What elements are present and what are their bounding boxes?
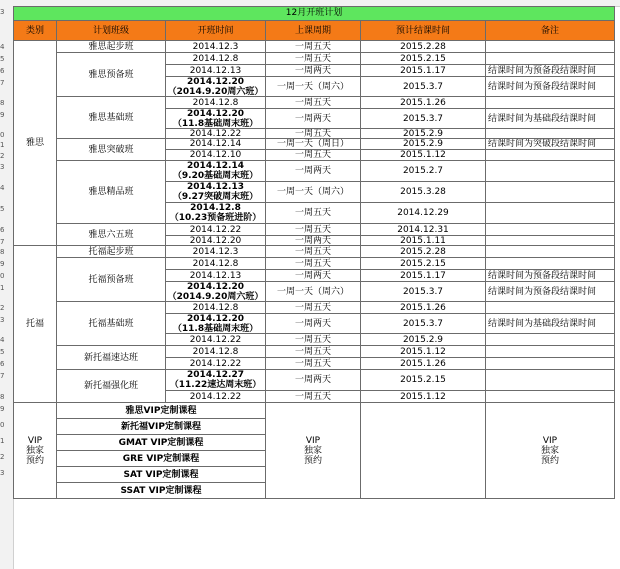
vip-course[interactable]: SAT VIP定制课程 bbox=[57, 467, 266, 483]
row-number: 6 bbox=[0, 226, 5, 234]
class-name[interactable]: 新托福速达班 bbox=[57, 346, 166, 370]
note[interactable]: 结课时间为预备段结课时间 bbox=[486, 282, 615, 302]
end-date[interactable]: 2015.2.28 bbox=[361, 41, 486, 53]
start-date[interactable]: 2014.12.22 bbox=[166, 224, 266, 236]
class-name[interactable]: 托福预备班 bbox=[57, 258, 166, 302]
class-cycle[interactable]: 一周两天 bbox=[266, 236, 361, 246]
class-cycle[interactable]: 一周一天（周六） bbox=[266, 182, 361, 203]
note[interactable]: 结课时间为预备段结课时间 bbox=[486, 65, 615, 77]
start-date[interactable]: 2014.12.22 bbox=[166, 334, 266, 346]
class-cycle[interactable]: 一周两天 bbox=[266, 314, 361, 334]
start-date[interactable]: 2014.12.3 bbox=[166, 246, 266, 258]
row-number: 9 bbox=[0, 111, 5, 119]
class-cycle[interactable]: 一周两天 bbox=[266, 65, 361, 77]
row-number: 1 bbox=[0, 141, 5, 149]
class-cycle[interactable]: 一周五天 bbox=[266, 334, 361, 346]
end-date[interactable]: 2015.3.7 bbox=[361, 282, 486, 302]
class-name[interactable]: 新托福强化班 bbox=[57, 370, 166, 403]
note[interactable] bbox=[486, 302, 615, 314]
class-name[interactable]: 雅思基础班 bbox=[57, 97, 166, 139]
class-cycle[interactable]: 一周五天 bbox=[266, 258, 361, 270]
start-date[interactable]: 2014.12.13 bbox=[166, 270, 266, 282]
class-cycle[interactable]: 一周五天 bbox=[266, 53, 361, 65]
class-cycle[interactable]: 一周两天 bbox=[266, 370, 361, 391]
class-cycle[interactable]: 一周五天 bbox=[266, 150, 361, 161]
end-date[interactable]: 2015.2.9 bbox=[361, 129, 486, 139]
note[interactable] bbox=[486, 370, 615, 391]
row-number: 0 bbox=[0, 272, 5, 280]
start-date[interactable]: 2014.12.14 bbox=[166, 139, 266, 150]
header-3[interactable]: 开班时间 bbox=[166, 21, 266, 41]
class-cycle[interactable]: 一周五天 bbox=[266, 246, 361, 258]
class-name[interactable]: 托福基础班 bbox=[57, 302, 166, 346]
class-cycle[interactable]: 一周五天 bbox=[266, 358, 361, 370]
start-date[interactable]: 2014.12.8 （10.23预备班进阶） bbox=[166, 203, 266, 224]
start-date[interactable]: 2014.12.20 （11.8基础周末班） bbox=[166, 314, 266, 334]
start-date[interactable]: 2014.12.22 bbox=[166, 391, 266, 403]
note[interactable]: 结课时间为基础段结课时间 bbox=[486, 109, 615, 129]
class-name[interactable]: 雅思突破班 bbox=[57, 139, 166, 161]
note[interactable] bbox=[486, 41, 615, 53]
class-cycle[interactable]: 一周五天 bbox=[266, 129, 361, 139]
end-date[interactable]: 2015.3.7 bbox=[361, 314, 486, 334]
row-number: 1 bbox=[0, 284, 5, 292]
class-cycle[interactable]: 一周五天 bbox=[266, 97, 361, 109]
note[interactable] bbox=[486, 203, 615, 224]
end-date[interactable]: 2015.1.11 bbox=[361, 236, 486, 246]
row-number: 7 bbox=[0, 238, 5, 246]
row-number: 0 bbox=[0, 131, 5, 139]
row-number: 9 bbox=[0, 405, 5, 413]
row-number: 6 bbox=[0, 360, 5, 368]
schedule-table bbox=[13, 21, 615, 569]
end-date[interactable]: 2015.1.17 bbox=[361, 270, 486, 282]
note[interactable] bbox=[486, 236, 615, 246]
sheet-title[interactable]: 12月开班计划 bbox=[13, 6, 615, 21]
category-toefl[interactable]: 托福 bbox=[13, 246, 57, 403]
note[interactable]: 结课时间为突破段结课时间 bbox=[486, 139, 615, 150]
row-number: 3 bbox=[0, 8, 5, 16]
start-date[interactable]: 2014.12.8 bbox=[166, 53, 266, 65]
end-date[interactable]: 2014.12.29 bbox=[361, 203, 486, 224]
header-6[interactable]: 备注 bbox=[486, 21, 615, 41]
row-number: 6 bbox=[0, 67, 5, 75]
class-cycle[interactable]: 一周一天（周六） bbox=[266, 77, 361, 97]
note[interactable] bbox=[486, 358, 615, 370]
class-cycle[interactable]: 一周五天 bbox=[266, 302, 361, 314]
note[interactable] bbox=[486, 182, 615, 203]
row-number: 4 bbox=[0, 336, 5, 344]
row-number: 5 bbox=[0, 348, 5, 356]
note[interactable] bbox=[486, 53, 615, 65]
class-name[interactable]: 雅思起步班 bbox=[57, 41, 166, 53]
note[interactable]: 结课时间为基础段结课时间 bbox=[486, 314, 615, 334]
end-date[interactable]: 2015.2.15 bbox=[361, 370, 486, 391]
row-number: 1 bbox=[0, 437, 5, 445]
vip-note[interactable]: VIP 独家 预约 bbox=[486, 403, 615, 499]
end-date[interactable]: 2015.3.7 bbox=[361, 109, 486, 129]
vip-course[interactable]: 新托福VIP定制课程 bbox=[57, 419, 266, 435]
start-date[interactable]: 2014.12.3 bbox=[166, 41, 266, 53]
vip-course[interactable]: 雅思VIP定制课程 bbox=[57, 403, 266, 419]
end-date[interactable]: 2015.1.26 bbox=[361, 302, 486, 314]
end-date[interactable]: 2015.2.28 bbox=[361, 246, 486, 258]
class-name[interactable]: 托福起步班 bbox=[57, 246, 166, 258]
row-number: 8 bbox=[0, 393, 5, 401]
class-name[interactable]: 雅思预备班 bbox=[57, 53, 166, 97]
header-1[interactable]: 类别 bbox=[13, 21, 57, 41]
row-number: 3 bbox=[0, 163, 5, 171]
note[interactable] bbox=[486, 150, 615, 161]
row-number: 7 bbox=[0, 372, 5, 380]
start-date[interactable]: 2014.12.27 （11.22速达周末班） bbox=[166, 370, 266, 391]
class-cycle[interactable]: 一周两天 bbox=[266, 161, 361, 182]
start-date[interactable]: 2014.12.20 （2014.9.20周六班） bbox=[166, 77, 266, 97]
note[interactable] bbox=[486, 258, 615, 270]
class-cycle[interactable]: 一周五天 bbox=[266, 41, 361, 53]
end-date[interactable]: 2015.1.26 bbox=[361, 97, 486, 109]
class-cycle[interactable]: 一周一天（周六） bbox=[266, 282, 361, 302]
class-cycle[interactable]: 一周五天 bbox=[266, 203, 361, 224]
header-5[interactable]: 预计结课时间 bbox=[361, 21, 486, 41]
row-number: 2 bbox=[0, 152, 5, 160]
note[interactable] bbox=[486, 161, 615, 182]
start-date[interactable]: 2014.12.8 bbox=[166, 97, 266, 109]
end-date[interactable]: 2015.1.17 bbox=[361, 65, 486, 77]
header-4[interactable]: 上课周期 bbox=[266, 21, 361, 41]
row-number: 7 bbox=[0, 79, 5, 87]
class-cycle[interactable]: 一周五天 bbox=[266, 224, 361, 236]
vip-course[interactable]: SSAT VIP定制课程 bbox=[57, 483, 266, 499]
row-number: 0 bbox=[0, 421, 5, 429]
row-number: 8 bbox=[0, 99, 5, 107]
note[interactable] bbox=[486, 97, 615, 109]
vip-end-blank[interactable] bbox=[361, 403, 486, 499]
category-ielts[interactable]: 雅思 bbox=[13, 41, 57, 246]
note[interactable] bbox=[486, 129, 615, 139]
note[interactable]: 结课时间为预备段结课时间 bbox=[486, 270, 615, 282]
class-cycle[interactable]: 一周五天 bbox=[266, 346, 361, 358]
end-date[interactable]: 2015.1.12 bbox=[361, 150, 486, 161]
row-number: 2 bbox=[0, 304, 5, 312]
row-number: 9 bbox=[0, 260, 5, 268]
start-date[interactable]: 2014.12.22 bbox=[166, 129, 266, 139]
end-date[interactable]: 2015.1.26 bbox=[361, 358, 486, 370]
start-date[interactable]: 2014.12.20 （11.8基础周末班） bbox=[166, 109, 266, 129]
class-name[interactable]: 雅思精品班 bbox=[57, 161, 166, 224]
note[interactable]: 结课时间为预备段结课时间 bbox=[486, 77, 615, 97]
end-date[interactable]: 2015.3.28 bbox=[361, 182, 486, 203]
start-date[interactable]: 2014.12.8 bbox=[166, 258, 266, 270]
end-date[interactable]: 2014.12.31 bbox=[361, 224, 486, 236]
end-date[interactable]: 2015.1.12 bbox=[361, 346, 486, 358]
row-number: 2 bbox=[0, 453, 5, 461]
class-cycle[interactable]: 一周五天 bbox=[266, 391, 361, 403]
end-date[interactable]: 2015.1.12 bbox=[361, 391, 486, 403]
row-number-gutter bbox=[0, 6, 14, 569]
end-date[interactable]: 2015.2.7 bbox=[361, 161, 486, 182]
class-name[interactable]: 雅思六五班 bbox=[57, 224, 166, 246]
note[interactable] bbox=[486, 391, 615, 403]
row-number: 3 bbox=[0, 316, 5, 324]
row-number: 5 bbox=[0, 55, 5, 63]
start-date[interactable]: 2014.12.14 （9.20基础周末班） bbox=[166, 161, 266, 182]
end-date[interactable]: 2015.2.9 bbox=[361, 334, 486, 346]
start-date[interactable]: 2014.12.13 bbox=[166, 65, 266, 77]
start-date[interactable]: 2014.12.20 bbox=[166, 236, 266, 246]
vip-cycle[interactable]: VIP 独家 预约 bbox=[266, 403, 361, 499]
end-date[interactable]: 2015.3.7 bbox=[361, 77, 486, 97]
class-cycle[interactable]: 一周一天（周日） bbox=[266, 139, 361, 150]
end-date[interactable]: 2015.2.9 bbox=[361, 139, 486, 150]
row-number: 8 bbox=[0, 248, 5, 256]
end-date[interactable]: 2015.2.15 bbox=[361, 258, 486, 270]
note[interactable] bbox=[486, 246, 615, 258]
start-date[interactable]: 2014.12.22 bbox=[166, 358, 266, 370]
note[interactable] bbox=[486, 224, 615, 236]
vip-course[interactable]: GRE VIP定制课程 bbox=[57, 451, 266, 467]
category-vip[interactable]: VIP 独家 预约 bbox=[13, 403, 57, 499]
header-2[interactable]: 计划班级 bbox=[57, 21, 166, 41]
row-number: 3 bbox=[0, 469, 5, 477]
class-cycle[interactable]: 一周两天 bbox=[266, 270, 361, 282]
row-number: 4 bbox=[0, 184, 5, 192]
start-date[interactable]: 2014.12.20 （2014.9.20周六班） bbox=[166, 282, 266, 302]
vip-course[interactable]: GMAT VIP定制课程 bbox=[57, 435, 266, 451]
note[interactable] bbox=[486, 334, 615, 346]
start-date[interactable]: 2014.12.13 （9.27突破周末班） bbox=[166, 182, 266, 203]
class-cycle[interactable]: 一周两天 bbox=[266, 109, 361, 129]
start-date[interactable]: 2014.12.10 bbox=[166, 150, 266, 161]
note[interactable] bbox=[486, 346, 615, 358]
row-number: 5 bbox=[0, 205, 5, 213]
start-date[interactable]: 2014.12.8 bbox=[166, 346, 266, 358]
end-date[interactable]: 2015.2.15 bbox=[361, 53, 486, 65]
row-number: 4 bbox=[0, 43, 5, 51]
start-date[interactable]: 2014.12.8 bbox=[166, 302, 266, 314]
